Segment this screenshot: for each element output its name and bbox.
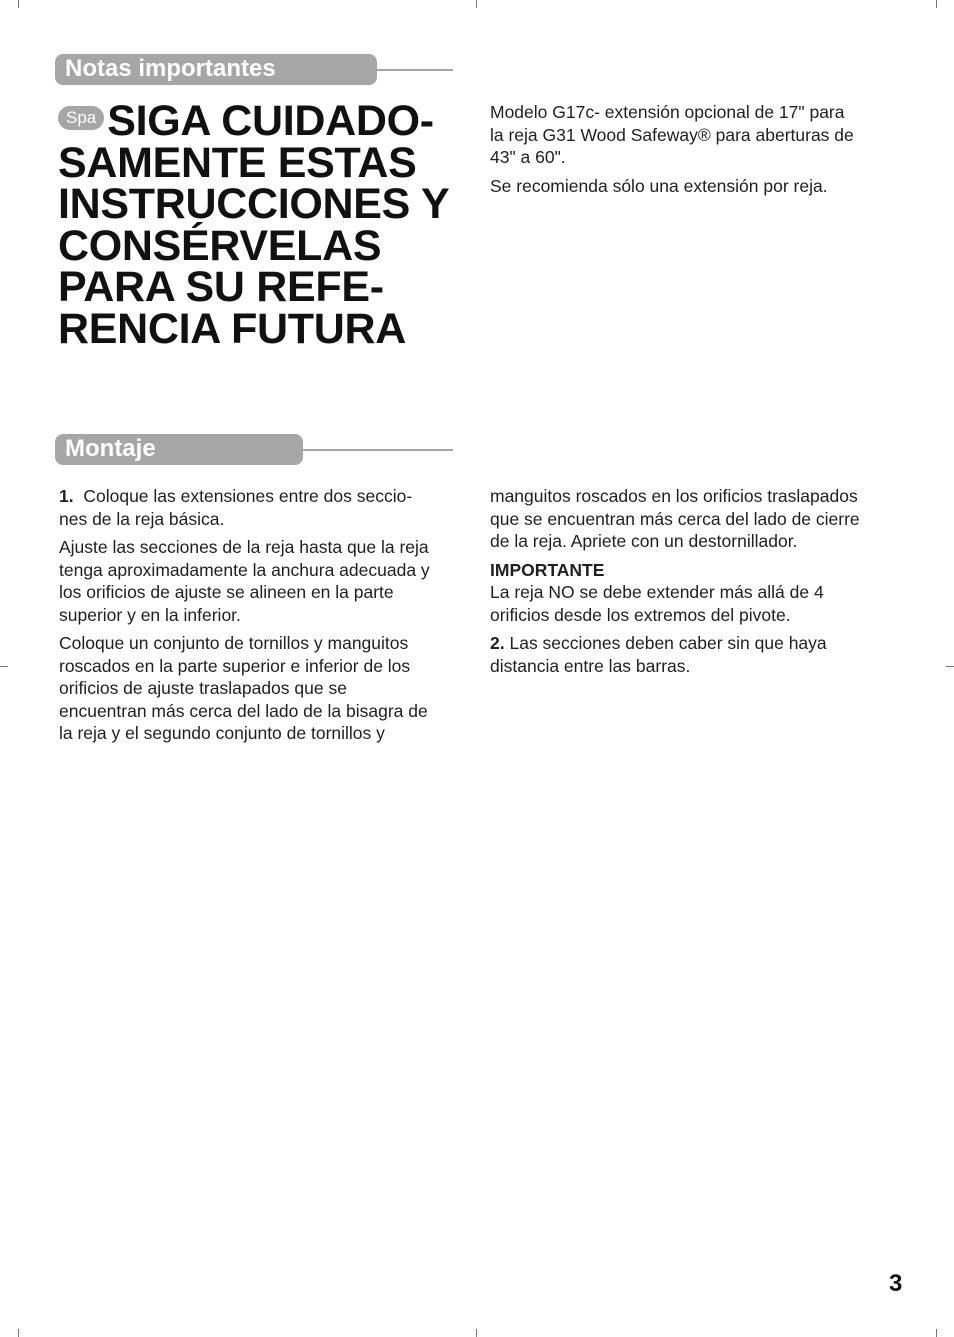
assembly-right-column	[490, 485, 910, 683]
page-number: 3	[889, 1270, 903, 1297]
important-heading: IMPORTANTE	[490, 559, 605, 580]
language-badge: Spa	[58, 106, 104, 130]
instructions-headline	[58, 97, 478, 353]
notes-section-rule	[377, 69, 453, 71]
step-1: 1. Coloque las extensiones entre dos seccio- nes de la reja básica.	[59, 486, 413, 529]
crop-mark-left	[0, 666, 8, 667]
headline-line-4: CONSÉRVELAS	[58, 221, 382, 270]
assembly-section-rule	[303, 449, 453, 451]
model-description: Modelo G17c- extensión opcional de 17" para la reja G31 Wood Safeway® para aberturas de 43" a 60".	[490, 102, 854, 167]
step-2-number: 2.	[490, 633, 505, 653]
screws-paragraph: Coloque un conjunto de tornillos y manguitos roscados en la parte superior e inferior de los orificios de ajuste traslapados que se encuentran más cerca del lado de la bisagra de la reja y el segundo conjunto de tornillos y	[59, 633, 428, 743]
crop-mark-bottom-right	[936, 1329, 937, 1337]
headline-line-6: RENCIA FUTURA	[58, 304, 407, 353]
assembly-left-column	[59, 485, 469, 751]
screws-continued: manguitos roscados en los orificios traslapados que se encuentran más cerca del lado de cierre de la reja. Apriete con un destornillador.	[490, 486, 860, 551]
recommendation-text: Se recomienda sólo una extensión por reja.	[490, 175, 828, 196]
important-note: IMPORTANTE La reja NO se debe extender más allá de 4 orificios desde los extremos del pivote.	[490, 559, 824, 625]
headline-line-5: PARA SU REFE-	[58, 263, 384, 311]
notes-text-column	[490, 101, 910, 203]
step-1-number: 1.	[59, 486, 74, 506]
step-2: 2. Las secciones deben caber sin que haya distancia entre las barras.	[490, 633, 827, 676]
crop-mark-top-right	[936, 0, 937, 8]
crop-mark-top-left	[18, 0, 19, 8]
assembly-section-title: Montaje	[55, 434, 303, 465]
crop-mark-bottom-left	[18, 1329, 19, 1337]
notes-section-header	[55, 54, 455, 85]
adjust-paragraph: Ajuste las secciones de la reja hasta que la reja tenga aproximadamente la anchura adecuada y los orificios de ajuste se alineen en la parte superior y en la inferior.	[59, 537, 430, 625]
crop-mark-top	[476, 0, 477, 8]
headline-line-2: SAMENTE ESTAS	[58, 138, 417, 187]
headline-line-1: SIGA CUIDADO-	[107, 97, 434, 145]
headline-line-3: INSTRUCCIONES Y	[58, 180, 450, 228]
crop-mark-bottom	[476, 1329, 477, 1337]
assembly-section-header	[55, 434, 455, 465]
crop-mark-right	[946, 666, 954, 667]
notes-section-title: Notas importantes	[55, 54, 377, 85]
